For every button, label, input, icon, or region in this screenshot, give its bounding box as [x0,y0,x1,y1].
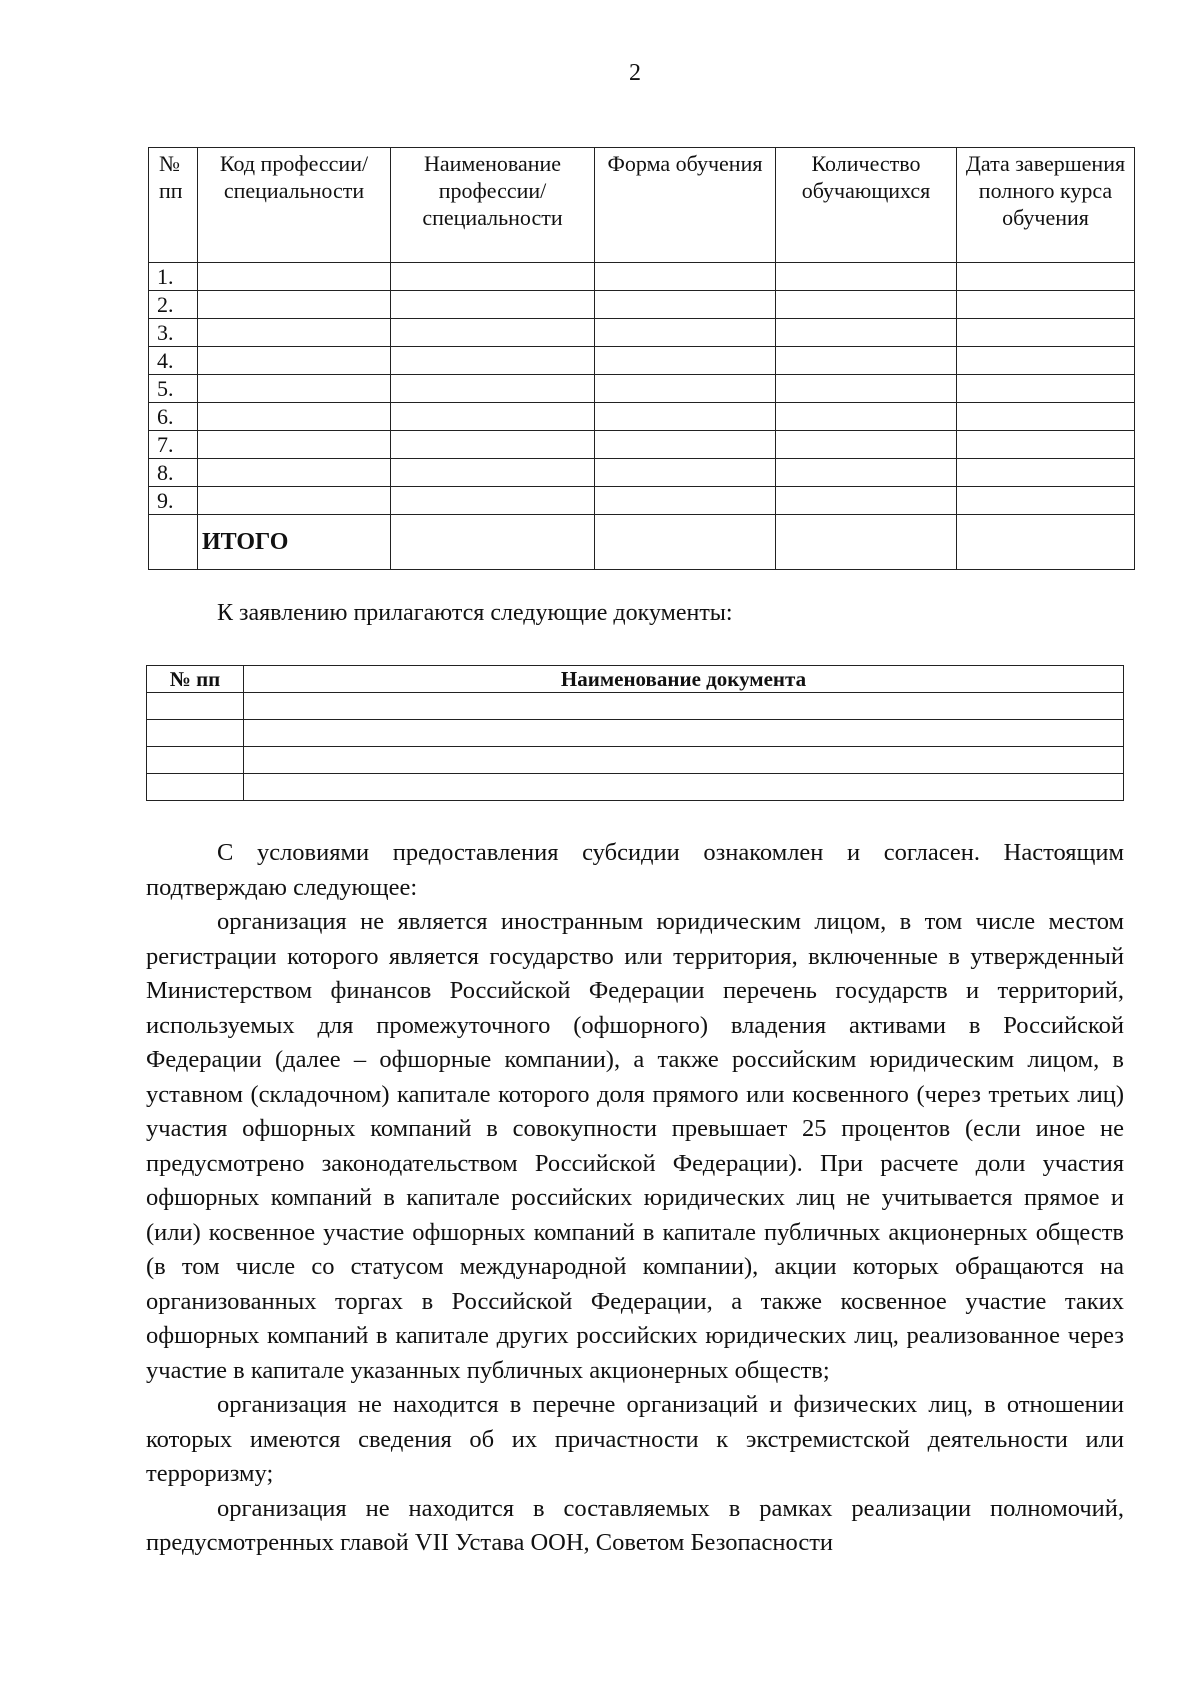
empty-cell [595,347,776,375]
empty-cell [147,693,244,720]
document-row [147,747,1124,774]
empty-cell [776,319,957,347]
row-number: 1. [149,263,198,291]
paragraph-un-security-council: организация не находится в составляемых в рамках реализации полномочий, предусмотренных главой VII Устава ООН, Советом Безопасности [146,1494,1124,1556]
header-row-number: № пп [149,148,198,263]
documents-intro: К заявлению прилагаются следующие документы: [217,600,733,626]
empty-cell [244,693,1124,720]
empty-cell [595,263,776,291]
empty-cell [595,319,776,347]
header-doc-name: Наименование документа [244,666,1124,693]
empty-cell [391,431,595,459]
documents-table [146,665,1124,801]
total-label: ИТОГО [198,515,391,570]
row-number: 2. [149,291,198,319]
empty-cell [957,319,1135,347]
row-number: 6. [149,403,198,431]
page-number: 2 [629,60,641,86]
document-row [147,720,1124,747]
table-row [149,459,1135,487]
training-table-header-row [149,148,1135,263]
empty-cell [149,515,198,570]
empty-cell [595,487,776,515]
table-row [149,263,1135,291]
total-row [149,515,1135,570]
table-row [149,291,1135,319]
empty-cell [957,487,1135,515]
table-row [149,375,1135,403]
declaration-text [146,836,1124,1561]
training-table [148,147,1135,570]
empty-cell [198,431,391,459]
table-row [149,487,1135,515]
empty-cell [776,347,957,375]
empty-cell [147,774,244,801]
paragraph-extremism: организация не находится в перечне организаций и физических лиц, в отношении которых имеются сведения об их причастности к экстремистской деятельности или терроризму; [146,1391,1124,1487]
paragraph-offshore: организация не является иностранным юридическим лицом, в том числе местом регистрации которого является государство или территория, включенные в утвержденный Министерством финансов Российской Федерации перечень государств и территорий, используемых для промежуточного (офшорного) владения активами в Российской Федерации (далее – офшорные компании), а также российским юридическим лицом, в уставном (складочном) капитале которого доля прямого или косвенного (через третьих лиц) участия офшорных компаний в совокупности превышает 25 процентов (если иное не предусмотрено законодательством Российской Федерации). При расчете доли участия офшорных компаний в капитале российских юридических лиц не учитывается прямое и (или) косвенное участие офшорных компаний в капитале публичных акционерных обществ (в том числе со статусом международной компании), акции которых обращаются на организованных торгах в Российской Федерации, а также косвенное участие таких офшорных компаний в капитале других российских юридических лиц, реализованное через участие в капитале указанных публичных акционерных обществ; [146,908,1124,1384]
header-profession-code: Код профессии/ специальности [198,148,391,263]
row-number: 8. [149,459,198,487]
empty-cell [957,431,1135,459]
header-student-count: Количество обучающихся [776,148,957,263]
empty-cell [957,403,1135,431]
empty-cell [391,403,595,431]
row-number: 3. [149,319,198,347]
empty-cell [957,263,1135,291]
empty-cell [391,375,595,403]
empty-cell [595,431,776,459]
table-row [149,347,1135,375]
empty-cell [595,291,776,319]
empty-cell [391,291,595,319]
empty-cell [198,487,391,515]
empty-cell [391,515,595,570]
empty-cell [147,720,244,747]
table-row [149,431,1135,459]
header-study-form: Форма обучения [595,148,776,263]
empty-cell [198,459,391,487]
empty-cell [198,403,391,431]
empty-cell [776,291,957,319]
table-row [149,319,1135,347]
empty-cell [776,487,957,515]
empty-cell [244,747,1124,774]
empty-cell [776,263,957,291]
empty-cell [595,515,776,570]
empty-cell [198,291,391,319]
empty-cell [198,375,391,403]
empty-cell [198,263,391,291]
paragraph-conditions: С условиями предоставления субсидии ознакомлен и согласен. Настоящим подтверждаю следующее: [146,839,1124,901]
row-number: 5. [149,375,198,403]
empty-cell [595,403,776,431]
empty-cell [776,375,957,403]
empty-cell [244,774,1124,801]
empty-cell [391,459,595,487]
document-row [147,693,1124,720]
row-number: 4. [149,347,198,375]
table-row [149,403,1135,431]
empty-cell [595,459,776,487]
documents-table-header-row [147,666,1124,693]
empty-cell [776,431,957,459]
empty-cell [391,487,595,515]
empty-cell [776,459,957,487]
row-number: 7. [149,431,198,459]
header-completion-date: Дата завершения полного курса обучения [957,148,1135,263]
empty-cell [147,747,244,774]
empty-cell [244,720,1124,747]
empty-cell [957,515,1135,570]
row-number: 9. [149,487,198,515]
empty-cell [198,347,391,375]
empty-cell [391,319,595,347]
header-doc-number: № пп [147,666,244,693]
empty-cell [957,375,1135,403]
empty-cell [391,347,595,375]
empty-cell [595,375,776,403]
empty-cell [391,263,595,291]
empty-cell [957,347,1135,375]
empty-cell [198,319,391,347]
empty-cell [776,515,957,570]
empty-cell [776,403,957,431]
empty-cell [957,291,1135,319]
header-profession-name: Наименование профессии/ специальности [391,148,595,263]
empty-cell [957,459,1135,487]
document-row [147,774,1124,801]
